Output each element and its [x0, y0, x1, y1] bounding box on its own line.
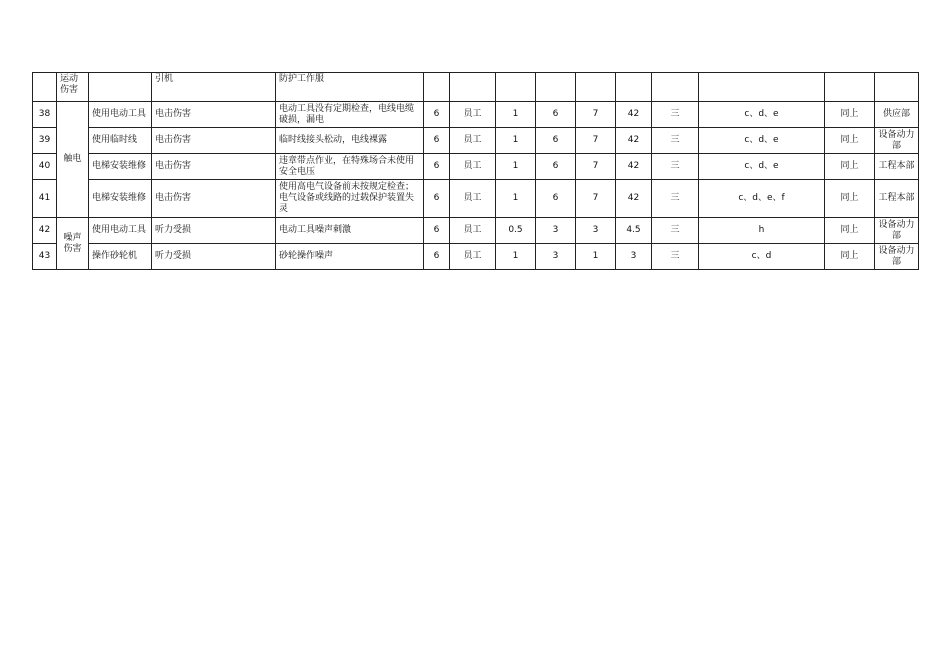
cell-c	[576, 73, 616, 102]
cell-no: 38	[33, 102, 57, 128]
cell-activity: 操作砂轮机	[89, 244, 152, 270]
cell-hazard: 引机	[152, 73, 276, 102]
cell-l: 1	[496, 102, 536, 128]
cell-m	[424, 73, 450, 102]
cell-persons: 员工	[450, 102, 496, 128]
cell-activity: 使用临时线	[89, 128, 152, 154]
cell-dept	[875, 73, 919, 102]
cell-e: 6	[536, 180, 576, 218]
cell-measure: c、d、e	[699, 102, 825, 128]
cell-l: 1	[496, 244, 536, 270]
cell-no	[33, 73, 57, 102]
cell-no: 40	[33, 154, 57, 180]
cell-level: 三	[652, 218, 699, 244]
cell-same: 同上	[825, 244, 875, 270]
cell-same: 同上	[825, 218, 875, 244]
cell-d: 42	[616, 128, 652, 154]
cell-same: 同上	[825, 128, 875, 154]
cell-same: 同上	[825, 180, 875, 218]
cell-c: 7	[576, 154, 616, 180]
cell-m: 6	[424, 128, 450, 154]
cell-cause: 电动工具噪声刺激	[276, 218, 424, 244]
cell-measure: c、d	[699, 244, 825, 270]
table-row	[33, 180, 919, 218]
cell-e	[536, 73, 576, 102]
cell-measure: h	[699, 218, 825, 244]
cell-l: 1	[496, 154, 536, 180]
cell-e: 6	[536, 102, 576, 128]
cell-d: 42	[616, 154, 652, 180]
cell-same: 同上	[825, 102, 875, 128]
cell-level: 三	[652, 102, 699, 128]
cell-d	[616, 73, 652, 102]
cell-measure	[699, 73, 825, 102]
cell-activity: 使用电动工具	[89, 102, 152, 128]
table-row	[33, 102, 919, 128]
table-row	[33, 154, 919, 180]
cell-hazard: 电击伤害	[152, 102, 276, 128]
cell-measure: c、d、e	[699, 128, 825, 154]
cell-e: 3	[536, 244, 576, 270]
cell-m: 6	[424, 102, 450, 128]
cell-e: 6	[536, 128, 576, 154]
cell-category: 运动伤害	[57, 73, 89, 102]
cell-activity: 电梯安装维修	[89, 180, 152, 218]
cell-l: 1	[496, 128, 536, 154]
table-row	[33, 244, 919, 270]
cell-activity	[89, 73, 152, 102]
cell-d: 42	[616, 102, 652, 128]
cell-c: 3	[576, 218, 616, 244]
cell-cause: 使用高电气设备前未按规定检查；电气设备或线路的过载保护装置失灵	[276, 180, 424, 218]
cell-persons: 员工	[450, 244, 496, 270]
cell-e: 6	[536, 154, 576, 180]
cell-category: 触电	[57, 102, 89, 218]
cell-activity: 使用电动工具	[89, 218, 152, 244]
cell-dept: 工程本部	[875, 180, 919, 218]
cell-hazard: 电击伤害	[152, 154, 276, 180]
cell-m: 6	[424, 218, 450, 244]
cell-same: 同上	[825, 154, 875, 180]
cell-same	[825, 73, 875, 102]
cell-measure: c、d、e	[699, 154, 825, 180]
cell-persons	[450, 73, 496, 102]
cell-cause: 电动工具没有定期检查，电线电缆破损，漏电	[276, 102, 424, 128]
cell-measure: c、d、e、f	[699, 180, 825, 218]
cell-m: 6	[424, 180, 450, 218]
cell-m: 6	[424, 244, 450, 270]
cell-level: 三	[652, 244, 699, 270]
cell-e: 3	[536, 218, 576, 244]
table-row	[33, 128, 919, 154]
cell-no: 41	[33, 180, 57, 218]
cell-c: 7	[576, 180, 616, 218]
cell-no: 42	[33, 218, 57, 244]
cell-c: 1	[576, 244, 616, 270]
table-row	[33, 218, 919, 244]
cell-hazard: 电击伤害	[152, 128, 276, 154]
cell-m: 6	[424, 154, 450, 180]
cell-l	[496, 73, 536, 102]
cell-level: 三	[652, 154, 699, 180]
cell-cause: 砂轮操作噪声	[276, 244, 424, 270]
cell-no: 43	[33, 244, 57, 270]
cell-d: 4.5	[616, 218, 652, 244]
cell-dept: 供应部	[875, 102, 919, 128]
cell-hazard: 电击伤害	[152, 180, 276, 218]
cell-persons: 员工	[450, 180, 496, 218]
cell-persons: 员工	[450, 218, 496, 244]
cell-dept: 设备动力部	[875, 128, 919, 154]
table-row	[33, 73, 919, 102]
cell-l: 0.5	[496, 218, 536, 244]
cell-activity: 电梯安装维修	[89, 154, 152, 180]
cell-cause: 临时线接头松动，电线裸露	[276, 128, 424, 154]
cell-d: 3	[616, 244, 652, 270]
cell-category: 噪声伤害	[57, 218, 89, 270]
cell-dept: 设备动力部	[875, 244, 919, 270]
cell-l: 1	[496, 180, 536, 218]
cell-no: 39	[33, 128, 57, 154]
cell-d: 42	[616, 180, 652, 218]
cell-c: 7	[576, 102, 616, 128]
cell-cause: 违章带点作业，在特殊场合未使用安全电压	[276, 154, 424, 180]
cell-hazard: 听力受损	[152, 244, 276, 270]
cell-level: 三	[652, 180, 699, 218]
risk-assessment-table	[32, 72, 919, 270]
cell-persons: 员工	[450, 154, 496, 180]
cell-c: 7	[576, 128, 616, 154]
cell-dept: 工程本部	[875, 154, 919, 180]
cell-dept: 设备动力部	[875, 218, 919, 244]
cell-cause: 防护工作服	[276, 73, 424, 102]
cell-level: 三	[652, 128, 699, 154]
cell-level	[652, 73, 699, 102]
cell-hazard: 听力受损	[152, 218, 276, 244]
cell-persons: 员工	[450, 128, 496, 154]
